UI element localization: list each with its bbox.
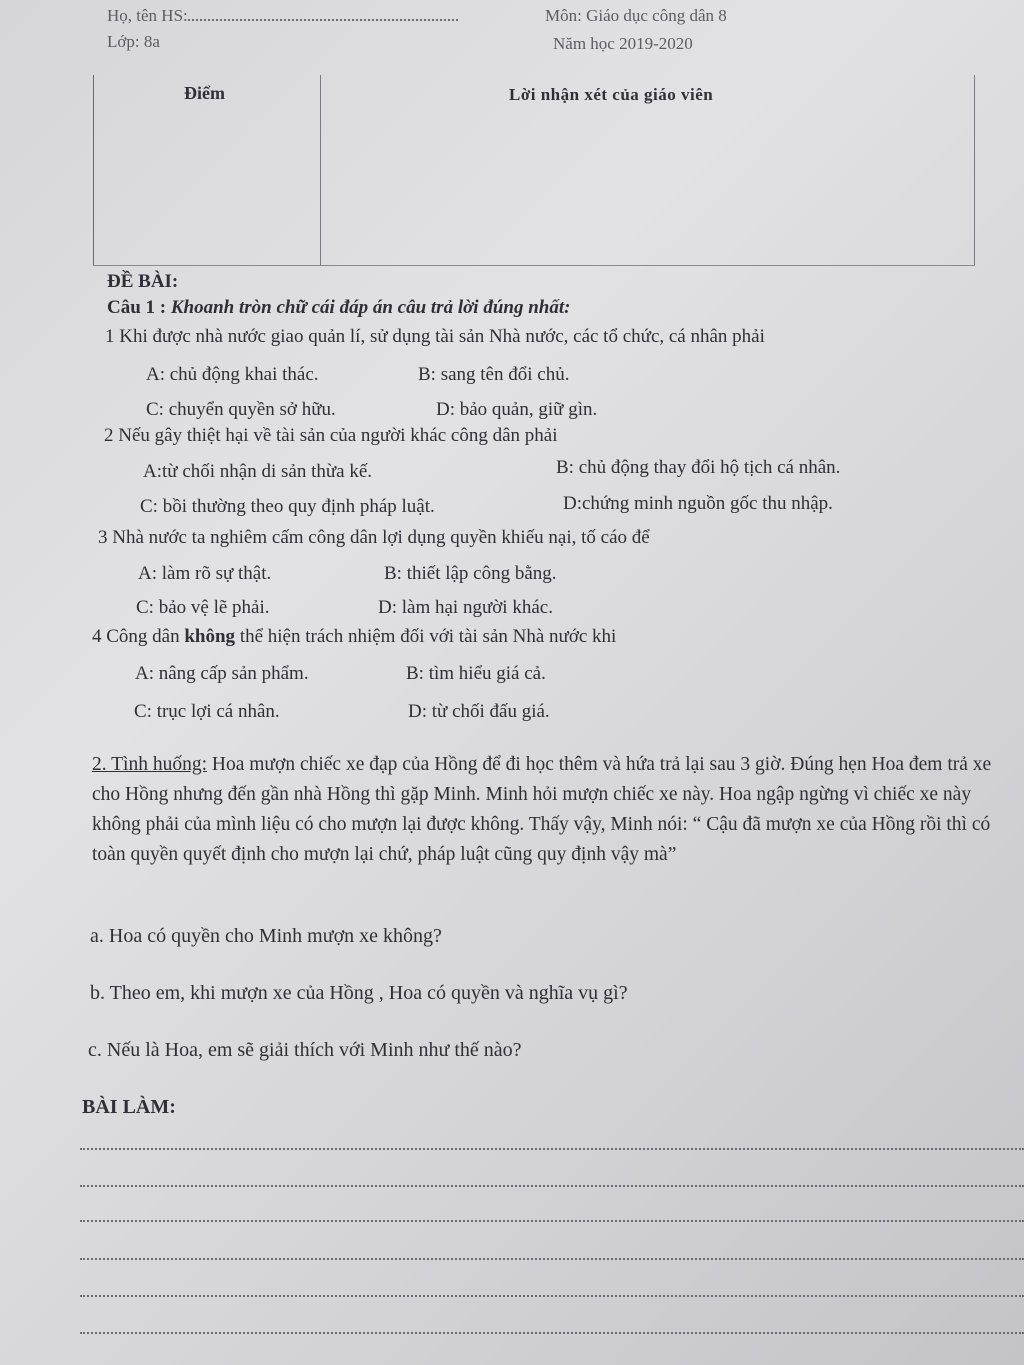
item-1-stem: 1 Khi được nhà nước giao quản lí, sử dụng tài sản Nhà nước, các tổ chức, cá nhân phải <box>105 326 765 347</box>
item-4-stem-bold: không <box>184 626 236 647</box>
score-comment-box <box>93 75 975 266</box>
item-2-option-a[interactable]: A:từ chối nhận di sản thừa kế. <box>143 461 373 482</box>
item-2-option-b[interactable]: B: chủ động thay đổi hộ tịch cá nhân. <box>556 457 841 478</box>
student-name-label: Họ, tên HS: <box>107 6 188 25</box>
question-1-instruction: Khoanh tròn chữ cái đáp án câu trả lời đúng nhất: <box>170 297 571 318</box>
student-name-line <box>107 6 458 26</box>
subject-label: Môn: Giáo dục công dân 8 <box>545 6 727 25</box>
answer-line[interactable] <box>80 1185 1024 1187</box>
item-4-option-b[interactable]: B: tìm hiểu giá cả. <box>406 663 546 684</box>
school-year-label: Năm học 2019-2020 <box>553 34 693 53</box>
item-2-stem: 2 Nếu gây thiệt hại về tài sản của người khác công dân phải <box>104 425 558 446</box>
teacher-comment-label: Lời nhận xét của giáo viên <box>509 85 714 104</box>
name-dotted-line <box>188 7 458 21</box>
class-label: Lớp: 8a <box>107 32 160 51</box>
situation-paragraph <box>92 750 997 870</box>
score-label: Điểm <box>184 83 225 103</box>
sub-question-c: c. Nếu là Hoa, em sẽ giải thích với Minh như thế nào? <box>88 1039 522 1061</box>
item-1-option-c[interactable]: C: chuyển quyền sở hữu. <box>146 399 336 420</box>
answer-line[interactable] <box>80 1258 1024 1260</box>
item-1-option-d[interactable]: D: bảo quản, giữ gìn. <box>436 399 598 420</box>
situation-label: 2. Tình huống: <box>92 754 208 775</box>
question-1-label: Câu 1 : <box>107 297 167 318</box>
item-1-option-b[interactable]: B: sang tên đổi chủ. <box>418 364 570 385</box>
answer-line[interactable] <box>80 1295 1024 1297</box>
item-4-option-a[interactable]: A: nâng cấp sản phẩm. <box>135 663 309 684</box>
exam-title: ĐỀ BÀI: <box>107 271 179 292</box>
item-3-option-a[interactable]: A: làm rõ sự thật. <box>138 563 272 584</box>
item-4-option-d[interactable]: D: từ chối đấu giá. <box>408 701 550 722</box>
item-2-option-c[interactable]: C: bồi thường theo quy định pháp luật. <box>140 496 435 517</box>
item-3-stem: 3 Nhà nước ta nghiêm cấm công dân lợi dụng quyền khiếu nại, tố cáo để <box>98 527 650 548</box>
answer-line[interactable] <box>80 1332 1024 1334</box>
question-1-heading <box>107 297 570 319</box>
sub-question-b: b. Theo em, khi mượn xe của Hồng , Hoa có quyền và nghĩa vụ gì? <box>90 982 628 1004</box>
answer-line[interactable] <box>80 1220 1024 1222</box>
item-4-stem-post: thể hiện trách nhiệm đối với tài sản Nhà nước khi <box>235 626 617 647</box>
item-3-option-b[interactable]: B: thiết lập công bằng. <box>384 563 557 584</box>
item-1-option-a[interactable]: A: chủ động khai thác. <box>146 364 319 385</box>
item-4-stem-pre: 4 Công dân <box>92 626 185 647</box>
situation-text: Hoa mượn chiếc xe đạp của Hồng để đi học thêm và hứa trả lại sau 3 giờ. Đúng hẹn Hoa đem trả xe cho Hồng nhưng đến gần nhà Hồng thì gặp Minh. Minh hỏi mượn chiếc xe này. Hoa ngập ngừng vì chiếc xe này không phải của mình liệu có cho mượn lại được không. Thấy vậy, Minh nói: “ Cậu đã mượn xe của Hồng rồi thì có toàn quyền quyết định cho mượn lại chứ, pháp luật cũng quy định vậy mà” <box>92 754 992 865</box>
box-divider <box>320 75 321 265</box>
answer-line[interactable] <box>80 1148 1024 1150</box>
item-4-option-c[interactable]: C: trục lợi cá nhân. <box>134 701 280 722</box>
answer-title: BÀI LÀM: <box>82 1096 176 1118</box>
sub-question-a: a. Hoa có quyền cho Minh mượn xe không? <box>90 925 442 947</box>
item-2-option-d[interactable]: D:chứng minh nguồn gốc thu nhập. <box>563 493 833 514</box>
item-3-option-c[interactable]: C: bảo vệ lẽ phải. <box>136 597 270 618</box>
item-3-option-d[interactable]: D: làm hại người khác. <box>378 597 553 618</box>
item-4-stem <box>92 626 616 648</box>
